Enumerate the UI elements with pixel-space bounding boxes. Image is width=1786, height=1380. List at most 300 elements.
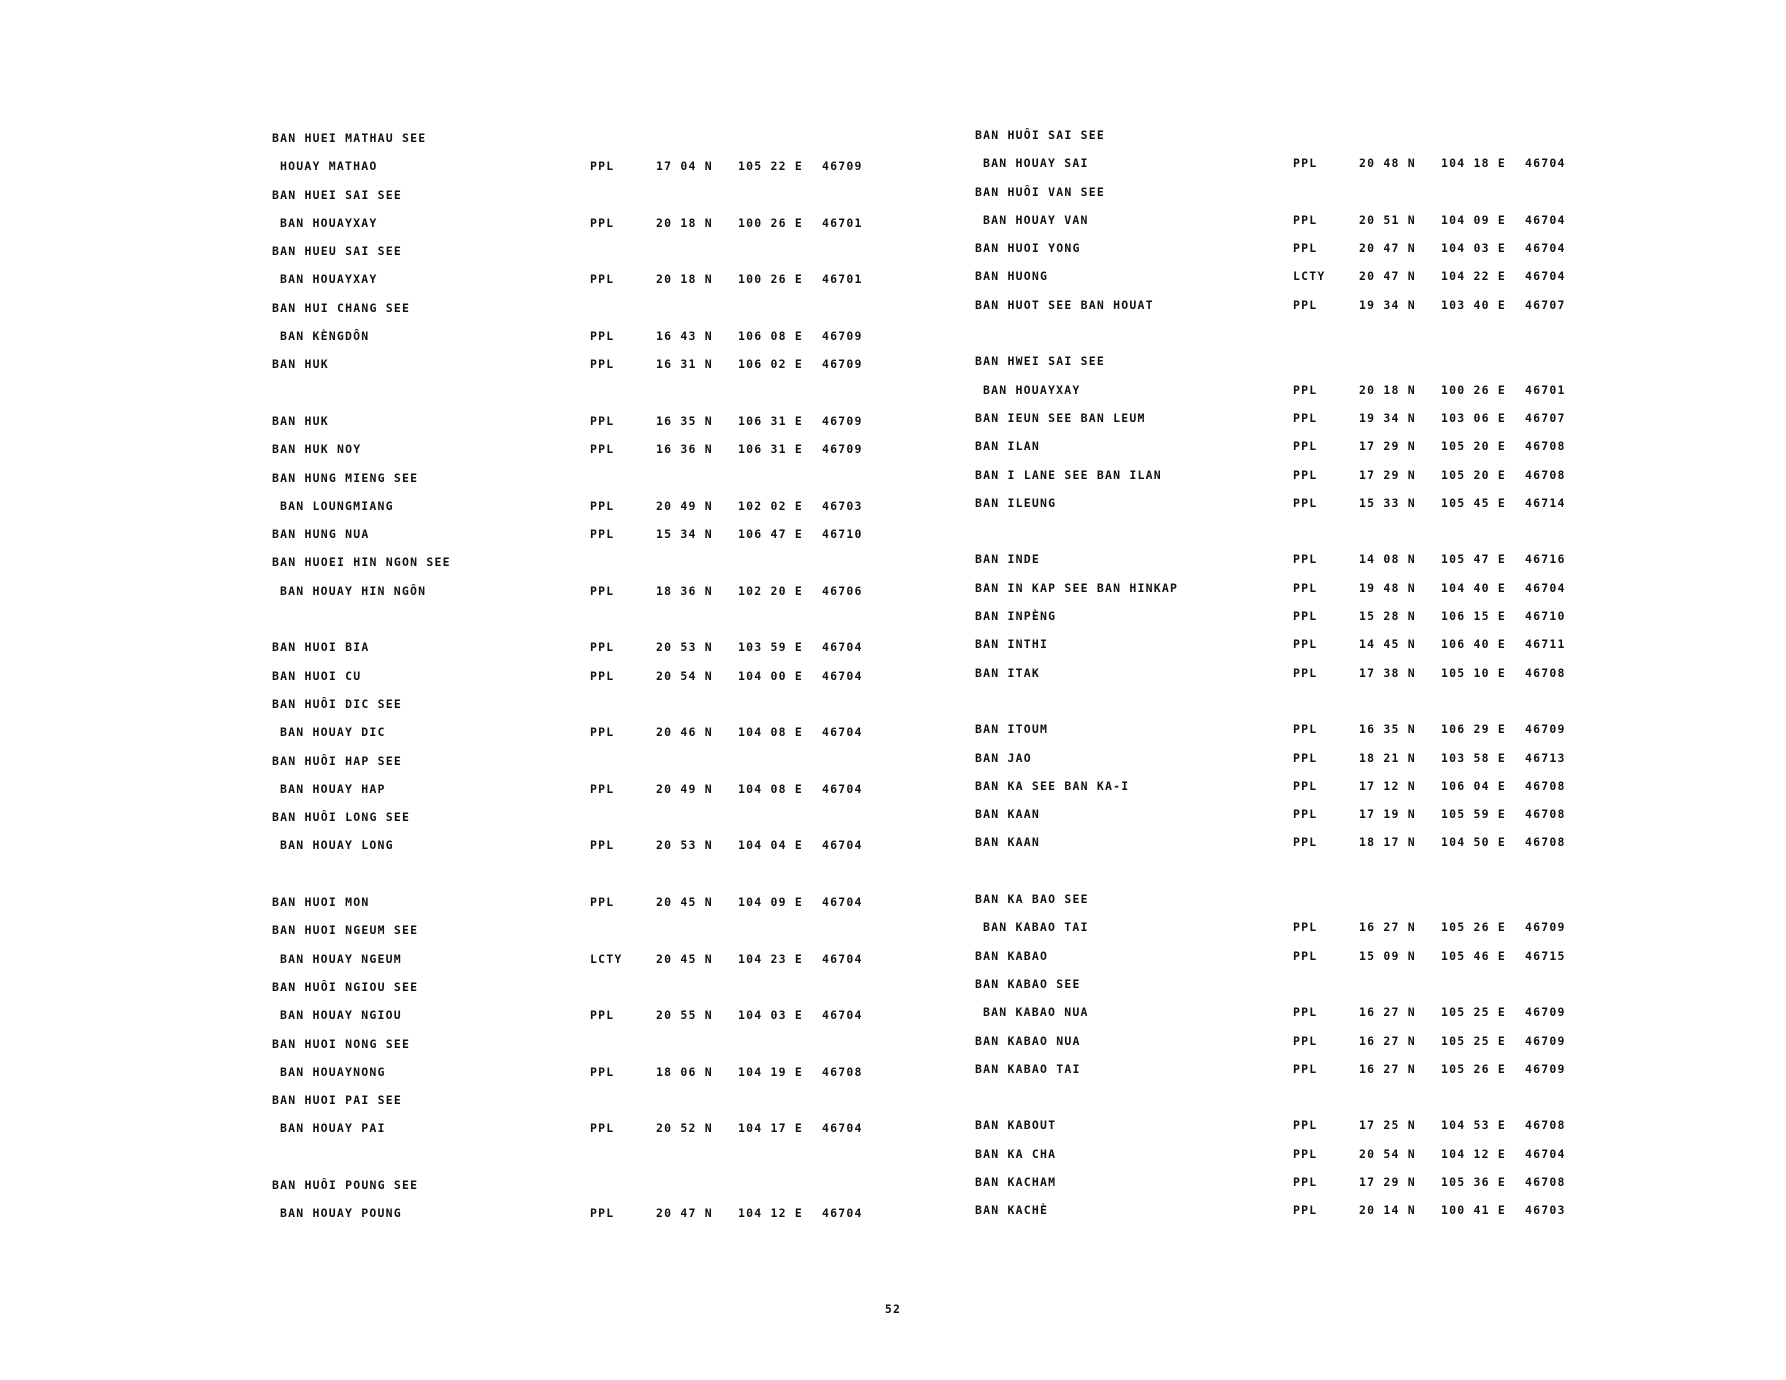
longitude: 106 31 E	[738, 413, 803, 428]
latitude: 18 06 N	[656, 1064, 713, 1079]
map-sheet-code: 46713	[1525, 750, 1566, 765]
map-sheet-code: 46704	[822, 838, 863, 853]
feature-class: PPL	[590, 1121, 615, 1136]
place-name: BAN HUÔI HAP SEE	[272, 753, 402, 768]
latitude: 20 14 N	[1359, 1203, 1416, 1218]
gazetteer-entry	[272, 945, 912, 973]
place-name: BAN HOUAYXAY	[280, 272, 378, 287]
feature-class: PPL	[1293, 665, 1318, 680]
gazetteer-entry	[272, 1086, 912, 1114]
place-name: BAN KACHÈ	[975, 1203, 1049, 1218]
longitude: 104 17 E	[738, 1121, 803, 1136]
longitude: 106 02 E	[738, 357, 803, 372]
latitude: 16 27 N	[1359, 1061, 1416, 1076]
gazetteer-entry	[272, 492, 912, 520]
latitude: 17 12 N	[1359, 778, 1416, 793]
latitude: 18 21 N	[1359, 750, 1416, 765]
map-sheet-code: 46710	[1525, 609, 1566, 624]
place-name: BAN HUONG	[975, 269, 1049, 284]
gazetteer-entry	[272, 124, 912, 152]
gazetteer-entry	[975, 1196, 1615, 1224]
gazetteer-entry	[272, 1114, 912, 1142]
longitude: 105 26 E	[1441, 1061, 1506, 1076]
place-name: BAN KABAO NUA	[983, 1005, 1089, 1020]
latitude: 16 35 N	[1359, 722, 1416, 737]
longitude: 103 06 E	[1441, 410, 1506, 425]
place-name: BAN INTHI	[975, 637, 1049, 652]
feature-class: PPL	[590, 640, 615, 655]
map-sheet-code: 46708	[1525, 1118, 1566, 1133]
place-name: BAN HUÔI SAI SEE	[975, 128, 1105, 142]
feature-class: PPL	[1293, 1061, 1318, 1076]
map-sheet-code: 46709	[822, 442, 863, 457]
gazetteer-entry	[975, 1111, 1615, 1139]
place-name: BAN HUOEI HIN NGON SEE	[272, 555, 451, 570]
map-sheet-code: 46709	[1525, 920, 1566, 935]
longitude: 105 20 E	[1441, 467, 1506, 482]
latitude: 17 04 N	[656, 159, 713, 174]
longitude: 104 04 E	[738, 838, 803, 853]
place-name: BAN HUEI MATHAU SEE	[272, 131, 427, 145]
gazetteer-entry	[975, 1140, 1615, 1168]
feature-class: PPL	[590, 1008, 615, 1023]
longitude: 104 09 E	[738, 895, 803, 910]
feature-class: PPL	[590, 329, 615, 344]
latitude: 20 45 N	[656, 895, 713, 910]
longitude: 104 40 E	[1441, 580, 1506, 595]
place-name: BAN INDE	[975, 552, 1040, 567]
latitude: 16 27 N	[1359, 1033, 1416, 1048]
feature-class: PPL	[590, 1206, 615, 1221]
gazetteer-entry	[272, 1058, 912, 1086]
gazetteer-entry	[975, 432, 1615, 460]
gazetteer-entry	[272, 775, 912, 803]
place-name: BAN HUOI NGEUM SEE	[272, 923, 419, 938]
map-sheet-code: 46704	[1525, 1146, 1566, 1161]
blank-row	[975, 857, 1615, 885]
place-name: BAN HUOI NONG SEE	[272, 1036, 411, 1051]
place-name: HOUAY MATHAO	[280, 159, 378, 174]
place-name: BAN HOUAYXAY	[983, 382, 1081, 397]
place-name: BAN KA SEE BAN KA-I	[975, 778, 1130, 793]
gazetteer-entry	[975, 659, 1615, 687]
feature-class: PPL	[1293, 637, 1318, 652]
place-name: BAN HUI CHANG SEE	[272, 300, 411, 315]
latitude: 20 54 N	[1359, 1146, 1416, 1161]
feature-class: PPL	[1293, 1146, 1318, 1161]
longitude: 103 40 E	[1441, 297, 1506, 312]
map-sheet-code: 46701	[822, 215, 863, 230]
place-name: BAN HUÔI POUNG SEE	[272, 1177, 419, 1192]
map-sheet-code: 46703	[1525, 1203, 1566, 1218]
place-name: BAN IN KAP SEE BAN HINKAP	[975, 580, 1179, 595]
gazetteer-entry	[975, 772, 1615, 800]
place-name: BAN HUNG MIENG SEE	[272, 470, 419, 485]
gazetteer-entry	[272, 1030, 912, 1058]
place-name: BAN JAO	[975, 750, 1032, 765]
feature-class: PPL	[590, 159, 615, 174]
feature-class: PPL	[1293, 156, 1318, 171]
gazetteer-entry	[975, 1027, 1615, 1055]
feature-class: PPL	[1293, 1033, 1318, 1048]
feature-class: PPL	[1293, 750, 1318, 765]
place-name: BAN HUOI PAI SEE	[272, 1093, 402, 1108]
map-sheet-code: 46704	[1525, 269, 1566, 284]
gazetteer-entry	[272, 152, 912, 180]
map-sheet-code: 46707	[1525, 297, 1566, 312]
longitude: 104 53 E	[1441, 1118, 1506, 1133]
gazetteer-entry	[975, 376, 1615, 404]
feature-class: PPL	[590, 527, 615, 542]
map-sheet-code: 46704	[822, 725, 863, 740]
latitude: 14 08 N	[1359, 552, 1416, 567]
map-sheet-code: 46709	[822, 357, 863, 372]
latitude: 17 38 N	[1359, 665, 1416, 680]
map-sheet-code: 46709	[822, 159, 863, 174]
map-sheet-code: 46703	[822, 498, 863, 513]
longitude: 106 31 E	[738, 442, 803, 457]
place-name: BAN HUEI SAI SEE	[272, 187, 402, 202]
gazetteer-entry	[272, 181, 912, 209]
place-name: BAN ILAN	[975, 439, 1040, 454]
gazetteer-entry	[975, 178, 1615, 206]
gazetteer-column-left	[272, 124, 912, 1228]
gazetteer-entry	[975, 404, 1615, 432]
latitude: 15 33 N	[1359, 495, 1416, 510]
gazetteer-entry	[272, 350, 912, 378]
gazetteer-entry	[975, 970, 1615, 998]
longitude: 100 26 E	[1441, 382, 1506, 397]
longitude: 105 26 E	[1441, 920, 1506, 935]
map-sheet-code: 46716	[1525, 552, 1566, 567]
latitude: 17 29 N	[1359, 467, 1416, 482]
latitude: 19 34 N	[1359, 297, 1416, 312]
map-sheet-code: 46704	[822, 1008, 863, 1023]
gazetteer-entry	[975, 461, 1615, 489]
longitude: 100 26 E	[738, 215, 803, 230]
gazetteer-column-right	[975, 121, 1615, 1225]
map-sheet-code: 46708	[1525, 1174, 1566, 1189]
map-sheet-code: 46715	[1525, 948, 1566, 963]
feature-class: PPL	[1293, 410, 1318, 425]
latitude: 20 47 N	[656, 1206, 713, 1221]
latitude: 17 29 N	[1359, 1174, 1416, 1189]
latitude: 19 34 N	[1359, 410, 1416, 425]
place-name: BAN HUK NOY	[272, 442, 362, 457]
map-sheet-code: 46710	[822, 527, 863, 542]
gazetteer-entry	[975, 121, 1615, 149]
gazetteer-entry	[272, 633, 912, 661]
feature-class: PPL	[590, 357, 615, 372]
place-name: BAN KA CHA	[975, 1146, 1057, 1161]
gazetteer-entry	[975, 715, 1615, 743]
latitude: 17 29 N	[1359, 439, 1416, 454]
map-sheet-code: 46708	[822, 1064, 863, 1079]
feature-class: PPL	[1293, 382, 1318, 397]
longitude: 104 50 E	[1441, 835, 1506, 850]
latitude: 20 49 N	[656, 498, 713, 513]
map-sheet-code: 46704	[1525, 241, 1566, 256]
gazetteer-entry	[272, 322, 912, 350]
feature-class: PPL	[1293, 948, 1318, 963]
latitude: 14 45 N	[1359, 637, 1416, 652]
map-sheet-code: 46709	[1525, 1061, 1566, 1076]
longitude: 105 20 E	[1441, 439, 1506, 454]
map-sheet-code: 46704	[822, 668, 863, 683]
gazetteer-entry	[975, 744, 1615, 772]
longitude: 105 22 E	[738, 159, 803, 174]
place-name: BAN IEUN SEE BAN LEUM	[975, 410, 1146, 425]
feature-class: PPL	[1293, 241, 1318, 256]
map-sheet-code: 46708	[1525, 467, 1566, 482]
blank-row	[975, 687, 1615, 715]
gazetteer-entry	[272, 294, 912, 322]
place-name: BAN HUOI YONG	[975, 241, 1081, 256]
longitude: 105 46 E	[1441, 948, 1506, 963]
place-name: BAN ILEUNG	[975, 495, 1057, 510]
gazetteer-entry	[975, 1168, 1615, 1196]
latitude: 16 31 N	[656, 357, 713, 372]
latitude: 17 19 N	[1359, 807, 1416, 822]
place-name: BAN KABAO NUA	[975, 1033, 1081, 1048]
place-name: BAN HUOI MON	[272, 895, 370, 910]
feature-class: PPL	[1293, 552, 1318, 567]
gazetteer-entry	[975, 545, 1615, 573]
place-name: BAN HWEI SAI SEE	[975, 354, 1105, 369]
blank-row	[272, 379, 912, 407]
latitude: 20 18 N	[656, 272, 713, 287]
latitude: 18 36 N	[656, 583, 713, 598]
latitude: 20 18 N	[656, 215, 713, 230]
feature-class: PPL	[1293, 495, 1318, 510]
map-sheet-code: 46704	[822, 951, 863, 966]
place-name: BAN HUÔI LONG SEE	[272, 810, 411, 825]
gazetteer-entry	[975, 828, 1615, 856]
gazetteer-entry	[975, 602, 1615, 630]
feature-class: PPL	[1293, 1174, 1318, 1189]
map-sheet-code: 46708	[1525, 665, 1566, 680]
gazetteer-entry	[975, 630, 1615, 658]
feature-class: PPL	[1293, 467, 1318, 482]
feature-class: PPL	[1293, 778, 1318, 793]
place-name: BAN KA BAO SEE	[975, 892, 1089, 907]
feature-class: PPL	[590, 725, 615, 740]
map-sheet-code: 46714	[1525, 495, 1566, 510]
blank-row	[975, 1083, 1615, 1111]
latitude: 16 35 N	[656, 413, 713, 428]
place-name: BAN KABAO	[975, 948, 1049, 963]
gazetteer-entry	[975, 913, 1615, 941]
latitude: 15 28 N	[1359, 609, 1416, 624]
map-sheet-code: 46709	[822, 329, 863, 344]
feature-class: PPL	[590, 413, 615, 428]
longitude: 105 59 E	[1441, 807, 1506, 822]
feature-class: PPL	[1293, 1203, 1318, 1218]
gazetteer-entry	[272, 520, 912, 548]
blank-row	[272, 605, 912, 633]
feature-class: LCTY	[1293, 269, 1326, 284]
gazetteer-entry	[272, 209, 912, 237]
place-name: BAN INPÈNG	[975, 609, 1057, 624]
feature-class: PPL	[1293, 722, 1318, 737]
place-name: BAN HOUAYNONG	[280, 1064, 386, 1079]
latitude: 20 53 N	[656, 640, 713, 655]
gazetteer-entry	[272, 803, 912, 831]
longitude: 104 12 E	[1441, 1146, 1506, 1161]
place-name: BAN HOUAY HAP	[280, 781, 386, 796]
latitude: 19 48 N	[1359, 580, 1416, 595]
latitude: 20 52 N	[656, 1121, 713, 1136]
feature-class: PPL	[590, 781, 615, 796]
place-name: BAN HOUAY PAI	[280, 1121, 386, 1136]
map-sheet-code: 46706	[822, 583, 863, 598]
gazetteer-entry	[272, 1199, 912, 1227]
feature-class: PPL	[1293, 1118, 1318, 1133]
longitude: 105 45 E	[1441, 495, 1506, 510]
map-sheet-code: 46704	[822, 640, 863, 655]
feature-class: PPL	[1293, 439, 1318, 454]
longitude: 105 10 E	[1441, 665, 1506, 680]
map-sheet-code: 46704	[822, 781, 863, 796]
place-name: BAN KÈNGDÔN	[280, 329, 370, 344]
place-name: BAN ITOUM	[975, 722, 1049, 737]
longitude: 106 40 E	[1441, 637, 1506, 652]
place-name: BAN KABAO SEE	[975, 976, 1081, 991]
blank-row	[272, 860, 912, 888]
place-name: BAN HUK	[272, 413, 329, 428]
latitude: 18 17 N	[1359, 835, 1416, 850]
longitude: 104 12 E	[738, 1206, 803, 1221]
page-number: 52	[884, 1302, 902, 1316]
latitude: 15 09 N	[1359, 948, 1416, 963]
map-sheet-code: 46709	[1525, 722, 1566, 737]
gazetteer-entry	[272, 577, 912, 605]
gazetteer-entry	[272, 435, 912, 463]
latitude: 20 18 N	[1359, 382, 1416, 397]
longitude: 102 20 E	[738, 583, 803, 598]
longitude: 105 36 E	[1441, 1174, 1506, 1189]
feature-class: PPL	[590, 583, 615, 598]
gazetteer-entry	[272, 407, 912, 435]
longitude: 104 08 E	[738, 781, 803, 796]
latitude: 16 27 N	[1359, 1005, 1416, 1020]
gazetteer-entry	[975, 291, 1615, 319]
longitude: 105 25 E	[1441, 1005, 1506, 1020]
place-name: BAN LOUNGMIANG	[280, 498, 394, 513]
feature-class: PPL	[1293, 807, 1318, 822]
gazetteer-entry	[975, 489, 1615, 517]
place-name: BAN KAAN	[975, 835, 1040, 850]
gazetteer-entry	[975, 885, 1615, 913]
gazetteer-entry	[975, 234, 1615, 262]
place-name: BAN HOUAY DIC	[280, 725, 386, 740]
place-name: BAN HUÔI NGIOU SEE	[272, 979, 419, 994]
longitude: 106 47 E	[738, 527, 803, 542]
map-sheet-code: 46711	[1525, 637, 1566, 652]
place-name: BAN HOUAY NGIOU	[280, 1008, 402, 1023]
feature-class: PPL	[1293, 609, 1318, 624]
map-sheet-code: 46709	[1525, 1005, 1566, 1020]
gazetteer-entry	[272, 265, 912, 293]
longitude: 104 09 E	[1441, 212, 1506, 227]
gazetteer-entry	[975, 998, 1615, 1026]
feature-class: PPL	[590, 442, 615, 457]
place-name: BAN HUK	[272, 357, 329, 372]
longitude: 102 02 E	[738, 498, 803, 513]
feature-class: PPL	[590, 1064, 615, 1079]
place-name: BAN KACHAM	[975, 1174, 1057, 1189]
longitude: 106 08 E	[738, 329, 803, 344]
longitude: 103 59 E	[738, 640, 803, 655]
gazetteer-entry	[975, 206, 1615, 234]
gazetteer-entry	[272, 237, 912, 265]
feature-class: PPL	[1293, 920, 1318, 935]
map-sheet-code: 46707	[1525, 410, 1566, 425]
map-sheet-code: 46704	[822, 1121, 863, 1136]
place-name: BAN HOUAY VAN	[983, 212, 1089, 227]
longitude: 104 00 E	[738, 668, 803, 683]
blank-row	[975, 517, 1615, 545]
gazetteer-entry	[272, 1171, 912, 1199]
feature-class: PPL	[1293, 297, 1318, 312]
map-sheet-code: 46704	[822, 1206, 863, 1221]
gazetteer-entry	[975, 149, 1615, 177]
place-name: BAN I LANE SEE BAN ILAN	[975, 467, 1162, 482]
map-sheet-code: 46708	[1525, 778, 1566, 793]
gazetteer-entry	[272, 464, 912, 492]
latitude: 16 27 N	[1359, 920, 1416, 935]
feature-class: LCTY	[590, 951, 623, 966]
gazetteer-entry	[975, 262, 1615, 290]
gazetteer-entry	[272, 1001, 912, 1029]
map-sheet-code: 46709	[1525, 1033, 1566, 1048]
place-name: BAN HUÔI DIC SEE	[272, 696, 402, 711]
gazetteer-entry	[272, 888, 912, 916]
longitude: 105 25 E	[1441, 1033, 1506, 1048]
latitude: 20 46 N	[656, 725, 713, 740]
place-name: BAN HOUAY LONG	[280, 838, 394, 853]
place-name: BAN HOUAYXAY	[280, 215, 378, 230]
place-name: BAN HOUAY SAI	[983, 156, 1089, 171]
gazetteer-entry	[975, 942, 1615, 970]
latitude: 20 55 N	[656, 1008, 713, 1023]
place-name: BAN HUEU SAI SEE	[272, 244, 402, 259]
feature-class: PPL	[590, 498, 615, 513]
latitude: 20 51 N	[1359, 212, 1416, 227]
longitude: 106 29 E	[1441, 722, 1506, 737]
blank-row	[272, 1143, 912, 1171]
feature-class: PPL	[1293, 580, 1318, 595]
latitude: 20 48 N	[1359, 156, 1416, 171]
longitude: 104 08 E	[738, 725, 803, 740]
latitude: 20 45 N	[656, 951, 713, 966]
map-sheet-code: 46708	[1525, 439, 1566, 454]
gazetteer-entry	[975, 347, 1615, 375]
longitude: 106 15 E	[1441, 609, 1506, 624]
place-name: BAN HUOI CU	[272, 668, 362, 683]
gazetteer-entry	[272, 831, 912, 859]
map-sheet-code: 46704	[1525, 580, 1566, 595]
place-name: BAN HOUAY POUNG	[280, 1206, 402, 1221]
feature-class: PPL	[590, 838, 615, 853]
gazetteer-entry	[272, 973, 912, 1001]
longitude: 100 41 E	[1441, 1203, 1506, 1218]
latitude: 20 47 N	[1359, 269, 1416, 284]
map-sheet-code: 46701	[1525, 382, 1566, 397]
gazetteer-entry	[975, 574, 1615, 602]
place-name: BAN HUÔI VAN SEE	[975, 184, 1105, 199]
longitude: 103 58 E	[1441, 750, 1506, 765]
